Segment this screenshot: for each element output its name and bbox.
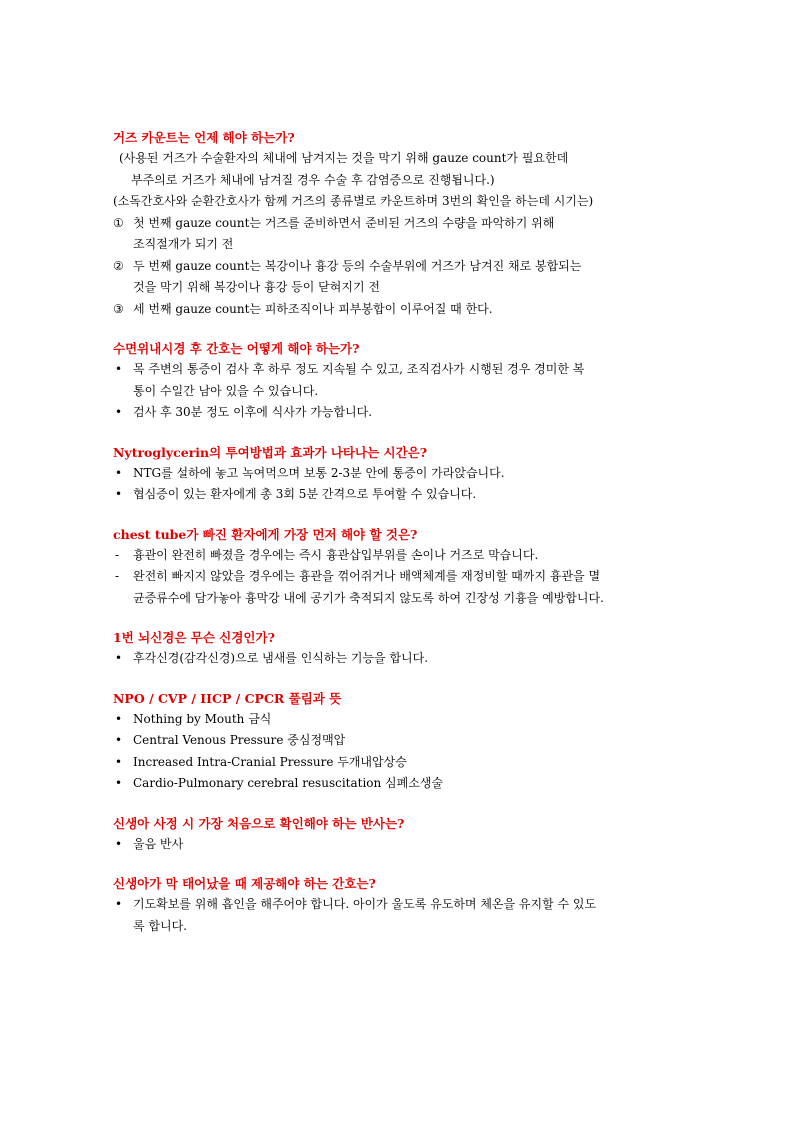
list-item: [113, 773, 685, 795]
circled-number: ①: [113, 215, 124, 230]
section-endoscopy-care: [113, 338, 685, 424]
bullet-icon: •: [115, 836, 123, 851]
item-text: 흉관이 완전히 빠졌을 경우에는 즉시 흉관삽입부위를 손이나 거즈로 막습니다.: [133, 547, 539, 562]
list-item: [113, 402, 685, 424]
list-item: [113, 834, 685, 856]
list-item: [113, 484, 685, 506]
list-item: [113, 566, 685, 609]
section-heading: 1번 뇌신경은 무슨 신경인가?: [113, 630, 275, 645]
item-text: 두 번째 gauze count는 복강이나 흉강 등의 수술부위에 거즈가 남겨진 채로 봉합되는: [133, 258, 582, 273]
section-heading: 신생아가 막 태어났을 때 제공해야 하는 간호는?: [113, 876, 376, 891]
bullet-icon: •: [115, 651, 123, 665]
section-heading: 신생아 사정 시 가장 처음으로 확인해야 하는 반사는?: [113, 815, 405, 831]
section-nitroglycerin: [113, 442, 685, 506]
item-text: 첫 번째 gauze count는 거즈를 준비하면서 준비된 거즈의 수량을 파악하기 위해: [133, 215, 555, 230]
item-text: 후각신경(감각신경)으로 냄새를 인식하는 기능을 합니다.: [133, 651, 429, 665]
intro-line: (사용된 거즈가 수술환자의 체내에 남겨지는 것을 막기 위해 gauze count가 필요한데: [119, 151, 569, 165]
item-text: 검사 후 30분 정도 이후에 식사가 가능합니다.: [133, 405, 373, 419]
list-item: [113, 752, 685, 774]
section-gauze-count: [113, 127, 685, 320]
intro-line: 부주의로 거즈가 체내에 남겨질 경우 수술 후 감염증으로 진행됩니다.): [131, 172, 495, 187]
item-text: 협심증이 있는 환자에게 총 3회 5분 간격으로 투여할 수 있습니다.: [133, 487, 477, 501]
section-heading: Nytroglycerin의 투여방법과 효과가 나타나는 시간은?: [113, 444, 428, 460]
item-text: 록 합니다.: [133, 918, 187, 933]
item-text: Central Venous Pressure 중심정맥압: [133, 733, 346, 747]
list-item: [113, 299, 685, 321]
bullet-icon: •: [115, 711, 123, 726]
section-heading: chest tube가 빠진 환자에게 가장 먼저 해야 할 것은?: [113, 526, 418, 542]
bullet-icon: •: [115, 754, 123, 769]
list-item: [113, 648, 685, 670]
section-heading: 수면위내시경 후 간호는 어떻게 해야 하는가?: [113, 341, 360, 356]
circled-number: ③: [113, 301, 124, 316]
bullet-icon: •: [115, 405, 123, 419]
dash-mark: -: [115, 547, 120, 562]
list-item: [113, 256, 685, 299]
bullet-icon: •: [115, 733, 123, 747]
item-text: 조직절개가 되기 전: [133, 237, 234, 251]
item-text: Increased Intra-Cranial Pressure 두개내압상승: [133, 754, 407, 769]
item-text: 것을 막기 위해 복강이나 흉강 등이 닫혀지기 전: [133, 280, 380, 294]
item-text: 세 번째 gauze count는 피하조직이나 피부봉합이 이루어질 때 한다.: [133, 301, 493, 316]
dash-mark: -: [115, 569, 120, 583]
list-item: [113, 730, 685, 752]
bullet-icon: •: [115, 487, 123, 501]
section-newborn-reflex: [113, 813, 685, 856]
list-item: [113, 709, 685, 731]
section-heading: 거즈 카운트는 언제 해야 하는가?: [113, 130, 295, 145]
list-item: [113, 894, 685, 937]
item-text: 통이 수일간 남아 있을 수 있습니다.: [133, 383, 319, 398]
bullet-icon: •: [115, 776, 123, 790]
item-text: NTG를 설하에 놓고 녹여먹으며 보통 2-3분 안에 통증이 가라앉습니다.: [133, 465, 505, 480]
section-heading: NPO / CVP / IICP / CPCR 풀림과 뜻: [113, 690, 342, 706]
list-item: [113, 359, 685, 402]
bullet-icon: •: [115, 362, 123, 376]
list-item: [113, 545, 685, 567]
document-page: [113, 127, 685, 955]
item-text: 목 주변의 통증이 검사 후 하루 정도 지속될 수 있고, 조직검사가 시행된 경우 경미한 복: [133, 362, 585, 376]
item-text: 울음 반사: [133, 836, 184, 851]
item-text: Cardio-Pulmonary cerebral resuscitation 심폐소생술: [133, 776, 444, 790]
circled-number: ②: [113, 258, 124, 273]
section-chest-tube: [113, 524, 685, 610]
item-text: Nothing by Mouth 금식: [133, 711, 272, 726]
section-cranial-nerve: [113, 627, 685, 670]
list-item: [113, 463, 685, 485]
bullet-icon: •: [115, 897, 123, 911]
section-newborn-care: [113, 873, 685, 937]
intro-line: (소독간호사와 순환간호사가 함께 거즈의 종류별로 카운트하며 3번의 확인을 하는데 시기는): [113, 194, 594, 208]
bullet-icon: •: [115, 465, 123, 480]
item-text: 기도확보를 위해 흡인을 해주어야 합니다. 아이가 울도록 유도하며 체온을 유지할 수 있도: [133, 897, 597, 911]
item-text: 완전히 빠지지 않았을 경우에는 흉관을 꺾어쥐거나 배액체계를 재정비할 때까지 흉관을 멸: [133, 569, 601, 583]
list-item: [113, 213, 685, 256]
item-text: 균증류수에 담가놓아 흉막강 내에 공기가 축적되지 않도록 하여 긴장성 기흉을 예방합니다.: [133, 590, 604, 605]
section-abbreviations: [113, 688, 685, 795]
